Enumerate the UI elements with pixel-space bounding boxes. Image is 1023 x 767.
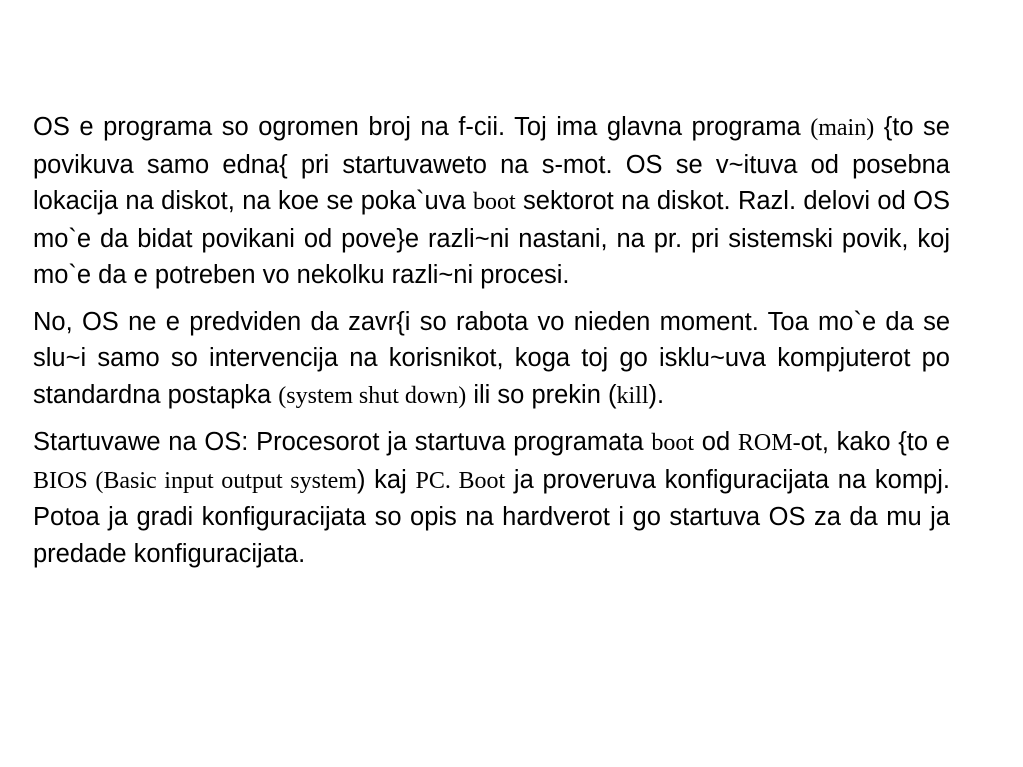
text-run: ). <box>648 380 665 409</box>
text-run: ili so prekin ( <box>466 380 617 409</box>
text-run: ot, kako {to e <box>800 428 950 456</box>
text-run: ) kaj <box>356 465 416 494</box>
text-run: ja proveruva konfiguracijata na kompj. Potoa ja gradi konfiguracijata so opis na hardverot i go startuva OS za da mu ja predade konfiguracijata. <box>33 465 950 568</box>
text-run: od <box>694 428 738 456</box>
text-run: sektorot na diskot. Razl. delovi od OS mo`e da bidat povikani od pove}e razli~ni nastani, na pr. pri sistemski povik, koj mo`e da e potreben vo nekolku razli~ni procesi. <box>33 187 950 289</box>
paragraph-os-startup <box>33 424 950 572</box>
text-run: Startuvawe na OS: Procesorot ja startuva programata <box>33 428 652 456</box>
text-run-term: boot <box>473 189 516 215</box>
text-run: No, OS ne e predviden da zavr{i so rabota vo nieden moment. Toa mo`e da se slu~i samo so intervencija na korisnikot, koga toj go isklu~uva kompjuterot po standardna postapka <box>33 307 950 409</box>
text-run-term: PC. Boot <box>415 467 506 494</box>
text-run-term: kill <box>616 382 649 409</box>
text-run-term: BIOS (Basic input output system <box>33 467 357 494</box>
paragraph-os-main-program <box>33 109 950 294</box>
text-run: OS e programa so ogromen broj na f-cii. Toj ima glavna programa <box>33 113 811 141</box>
paragraph-os-shutdown <box>33 304 950 415</box>
text-run-term: (main) <box>810 115 875 141</box>
text-run: {to se povikuva samo edna{ pri startuvaweto na s-mot. OS se v~ituva od posebna lokacija na diskot, na koe se poka`uva <box>33 113 950 215</box>
text-run-term: ROM- <box>737 430 801 456</box>
slide-body <box>33 109 950 582</box>
text-run-term: boot <box>651 430 695 456</box>
text-run-term: (system shut down) <box>278 382 467 409</box>
